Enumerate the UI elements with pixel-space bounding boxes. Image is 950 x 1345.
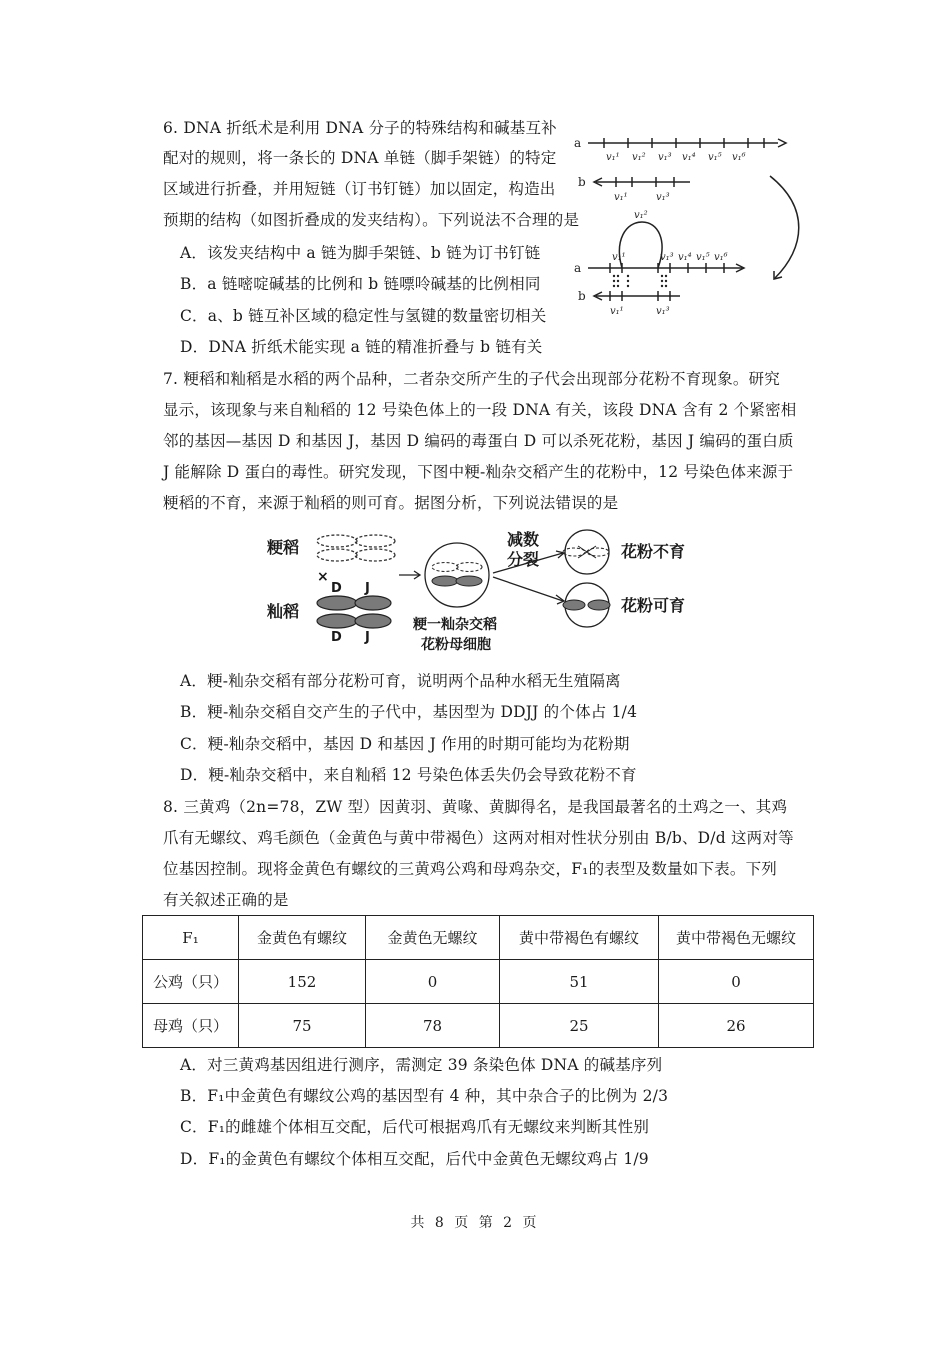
gene-d-bottom: D bbox=[331, 630, 342, 645]
seg-label: v₁¹ bbox=[614, 192, 628, 203]
table-header-cell: 金黄色无螺纹 bbox=[366, 916, 500, 960]
fold-curve-arrow bbox=[770, 176, 799, 278]
table-cell: 26 bbox=[659, 1004, 814, 1048]
gene-d-top: D bbox=[331, 581, 342, 596]
japonica-label: 粳稻 bbox=[267, 538, 300, 557]
q6-stem-line-2: 配对的规则，将一条长的 DNA 单链（脚手架链）的特定 bbox=[163, 149, 557, 167]
loop-label: v₁² bbox=[634, 210, 648, 221]
table-cell: 0 bbox=[659, 960, 814, 1004]
q6-stem-line-4: 预期的结构（如图折叠成的发夹结构）。下列说法不合理的是 bbox=[163, 211, 580, 229]
seg-label: v₁⁵ bbox=[696, 252, 710, 263]
q7-option-c[interactable]: C．粳-籼杂交稻中，基因 D 和基因 J 作用的时期可能均为花粉期 bbox=[180, 735, 630, 753]
table-cell: 母鸡（只） bbox=[143, 1004, 239, 1048]
table-cell: 公鸡（只） bbox=[143, 960, 239, 1004]
f1-phenotype-table bbox=[142, 915, 814, 1048]
folded-b-label: b bbox=[578, 289, 586, 303]
table-cell: 75 bbox=[239, 1004, 366, 1048]
division-label: 分裂 bbox=[507, 550, 540, 569]
seg-label: v₁² bbox=[632, 152, 646, 163]
q6-option-d[interactable]: D．DNA 折纸术能实现 a 链的精准折叠与 b 链有关 bbox=[180, 338, 543, 356]
cross-sign: × bbox=[317, 569, 329, 585]
seg-label: v₁⁴ bbox=[678, 252, 692, 263]
q6-option-b[interactable]: B．a 链嘧啶碱基的比例和 b 链嘌呤碱基的比例相同 bbox=[180, 275, 541, 293]
chain-b-label: b bbox=[578, 175, 586, 189]
table-header-row bbox=[143, 916, 814, 960]
folded-a-label: a bbox=[574, 261, 582, 275]
q7-stem-line-2: 显示，该现象与来自籼稻的 12 号染色体上的一段 DNA 有关，该段 DNA 含有 2 个紧密相 bbox=[163, 401, 797, 419]
seg-label: v₁¹ bbox=[606, 152, 620, 163]
q6-stem-line-3: 区域进行折叠，并用短链（订书钉链）加以固定，构造出 bbox=[163, 180, 556, 198]
chain-a-label: a bbox=[574, 136, 582, 150]
q7-option-a[interactable]: A．粳-籼杂交稻有部分花粉可育，说明两个品种水稻无生殖隔离 bbox=[180, 672, 621, 690]
meiosis-label: 减数 bbox=[507, 530, 540, 549]
sterile-label: 花粉不育 bbox=[621, 542, 686, 561]
gene-j-top: J bbox=[365, 581, 370, 596]
seg-label: v₁⁶ bbox=[714, 252, 728, 263]
q6-stem-line-1: 6. DNA 折纸术是利用 DNA 分子的特殊结构和碱基互补 bbox=[163, 119, 557, 137]
fertile-label: 花粉可育 bbox=[621, 596, 686, 615]
table-row bbox=[143, 1004, 814, 1048]
seg-label: v₁³ bbox=[658, 152, 672, 163]
table-row bbox=[143, 960, 814, 1004]
table-header-cell: 黄中带褐色无螺纹 bbox=[659, 916, 814, 960]
seg-label: v₁⁶ bbox=[732, 152, 746, 163]
hairpin-loop bbox=[619, 222, 662, 268]
hybrid-label-1: 粳一籼杂交稻 bbox=[413, 617, 497, 633]
chain-a-arrowhead bbox=[778, 139, 786, 147]
seg-label: v₁¹ bbox=[612, 252, 626, 263]
table-cell: 78 bbox=[366, 1004, 500, 1048]
q8-option-d[interactable]: D．F₁的金黄色有螺纹个体相互交配，后代中金黄色无螺纹鸡占 1/9 bbox=[180, 1150, 649, 1168]
seg-label: v₁³ bbox=[660, 252, 674, 263]
page-footer: 共 8 页 第 2 页 bbox=[410, 1215, 540, 1231]
q7-stem-line-1: 7. 粳稻和籼稻是水稻的两个品种，二者杂交所产生的子代会出现部分花粉不育现象。研究 bbox=[163, 370, 780, 388]
dna-origami-diagram bbox=[570, 128, 810, 328]
q7-stem-line-3: 邻的基因—基因 D 和基因 J，基因 D 编码的毒蛋白 D 可以杀死花粉，基因 J 编码的蛋白质 bbox=[163, 432, 794, 450]
table-header-cell: 黄中带褐色有螺纹 bbox=[500, 916, 659, 960]
table-cell: 152 bbox=[239, 960, 366, 1004]
q7-option-d[interactable]: D．粳-籼杂交稻中，来自籼稻 12 号染色体丢失仍会导致花粉不育 bbox=[180, 766, 637, 784]
hybrid-label-2: 花粉母细胞 bbox=[421, 637, 491, 653]
table-header-cell: F₁ bbox=[143, 916, 239, 960]
q7-stem-line-5: 粳稻的不育，来源于籼稻的则可育。据图分析，下列说法错误的是 bbox=[163, 494, 619, 512]
q8-option-a[interactable]: A．对三黄鸡基因组进行测序，需测定 39 条染色体 DNA 的碱基序列 bbox=[180, 1056, 663, 1074]
q8-stem-line-3: 位基因控制。现将金黄色有螺纹的三黄鸡公鸡和母鸡杂交，F₁的表型及数量如下表。下列 bbox=[163, 860, 777, 878]
q8-option-b[interactable]: B．F₁中金黄色有螺纹公鸡的基因型有 4 种，其中杂合子的比例为 2/3 bbox=[180, 1087, 669, 1105]
table-cell: 0 bbox=[366, 960, 500, 1004]
seg-label: v₁³ bbox=[656, 306, 670, 317]
seg-label: v₁⁵ bbox=[708, 152, 722, 163]
mother-cell bbox=[425, 543, 489, 607]
q8-stem-line-1: 8. 三黄鸡（2n=78，ZW 型）因黄羽、黄喙、黄脚得名，是我国最著名的土鸡之一、其鸡 bbox=[163, 798, 788, 816]
q7-stem-line-4: J 能解除 D 蛋白的毒性。研究发现，下图中粳-籼杂交稻产生的花粉中，12 号染色体来源于 bbox=[163, 463, 794, 481]
seg-label: v₁⁴ bbox=[682, 152, 696, 163]
indica-label: 籼稻 bbox=[267, 602, 300, 621]
q7-option-b[interactable]: B．粳-籼杂交稻自交产生的子代中，基因型为 DDJJ 的个体占 1/4 bbox=[180, 703, 638, 721]
q8-option-c[interactable]: C．F₁的雌雄个体相互交配，后代可根据鸡爪有无螺纹来判断其性别 bbox=[180, 1118, 650, 1136]
table-cell: 25 bbox=[500, 1004, 659, 1048]
q6-option-c[interactable]: C．a、b 链互补区域的稳定性与氢键的数量密切相关 bbox=[180, 307, 547, 325]
gene-j-bottom: J bbox=[365, 630, 370, 645]
seg-label: v₁³ bbox=[656, 192, 670, 203]
table-header-cell: 金黄色有螺纹 bbox=[239, 916, 366, 960]
rice-hybrid-diagram bbox=[265, 525, 705, 660]
q8-stem-line-2: 爪有无螺纹、鸡毛颜色（金黄色与黄中带褐色）这两对相对性状分别由 B/b、D/d 这两对等 bbox=[163, 829, 794, 847]
q8-stem-line-4: 有关叙述正确的是 bbox=[163, 891, 289, 909]
seg-label: v₁¹ bbox=[610, 306, 624, 317]
table-cell: 51 bbox=[500, 960, 659, 1004]
q6-option-a[interactable]: A．该发夹结构中 a 链为脚手架链、b 链为订书钉链 bbox=[180, 244, 541, 262]
